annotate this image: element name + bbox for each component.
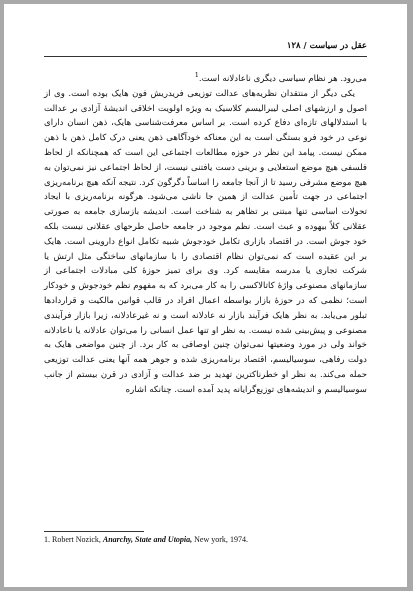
page-number: ۱۲۸: [286, 41, 301, 51]
footnote-year: 1974.: [229, 535, 248, 544]
body-text: [44, 72, 367, 398]
opening-line: می‌رود. هر نظام سیاسی دیگری ناعادلانه است.$^1$: [194, 71, 367, 84]
footnote-author: Robert Nozick,: [52, 535, 101, 544]
book-page: [4, 4, 407, 587]
footnote-number: 1.: [44, 535, 50, 544]
running-title: عقل در سیاست: [309, 41, 367, 51]
footnote-publisher: New york,: [194, 535, 228, 544]
header-separator: /: [303, 41, 307, 51]
running-header: [44, 41, 367, 55]
footnote-title: Anarchy, State and Utopia,: [102, 535, 193, 544]
footnote-rule: [44, 531, 144, 532]
main-paragraph: یکی دیگر از منتقدان نظریه‌های عدالت توزیعی فریدریش فون هایک بوده است. وی از اصول و ارزشهای اصلی لیبرالیسم کلاسیک به ویژه اولویت اخلاقی اندیشهٔ آزادی بر عدالت با استدلالهای تازه‌ای دفاع کرده است. بر اساس معرفت‌شناسی هایک، ذهن انسان دارای نوعی در خود فرو بستگی است به این معناکه خودآگاهی ذهن یعنی درک کامل ذهن با ذهن ممکن نیست. پیامد این نظر در حوزه مطالعات اجتماعی این است که همچنانکه از لحاظ فلسفی هیچ موضع استعلایی و برینی دست یافتنی نیست، از لحاظ اجتماعی نیز نمی‌توان به هیچ موضع مشرفی رسید تا از آنجا جامعه را اساساً دگرگون کرد. نتیجه آنکه هیچ برنامه‌ریزی اجتماعی در جهت تأمین عدالت از همین جا ناشی می‌شود. هرگونه برنامه‌ریزی با ایجاد تحولات اساسی تنها مبتنی بر تظاهر به شناخت است. اندیشه بازسازی جامعه به صورتی عقلانی کلاً بیهوده و عبث است. نظم موجود در جامعه حاصل طرحهای عقلانی نیست بلکه خود جوش است. در اقتصاد بازاری تکامل خودجوش شبیه تکامل انواع داروینی است. هایک بر این عقیده است که نمی‌توان نظام اقتصادی را با سازمانهای ساختگی مثل ارتش یا شرکت تجاری یا مدرسه مقایسه کرد. وی برای تمیز حوزهٔ کلی مبادلات اجتماعی از سازمانهای مصنوعی واژهٔ کاتالاکسی را به کار می‌برد که به مفهوم نظم خودجوش و خودکار است؛ نظمی که در حوزهٔ بازار بواسطه اعمال افراد در قالب قوانین مالکیت و قراردادها تبلور می‌یابد. به نظر هایک فرآیند بازار نه عادلانه است و نه غیرعادلانه، زیرا بازار فرآیندی مصنوعی و پیش‌بینی شده نیست. به نظر او تنها عمل انسانی را می‌توان عادلانه یا ناعادلانه خواند ولی در مورد وضعیتها نمی‌توان چنین اوصافی به کار برد. از چنین مواضعی هایک به دولت رفاهی، سوسیالیسم، اقتصاد برنامه‌ریزی شده و جوهر همه آنها یعنی عدالت توزیعی حمله می‌کند. به نظر او خطرناکترین تهدید بر ضد عدالت و آزادی در قرن بیستم از جانب سوسیالیسم و اندیشه‌های توزیع‌گرایانه پدید آمده است. چنانکه اشاره: [44, 88, 368, 395]
header-rule: [44, 56, 367, 57]
footnote-marker: 1: [194, 71, 199, 80]
footnote: [44, 535, 367, 544]
